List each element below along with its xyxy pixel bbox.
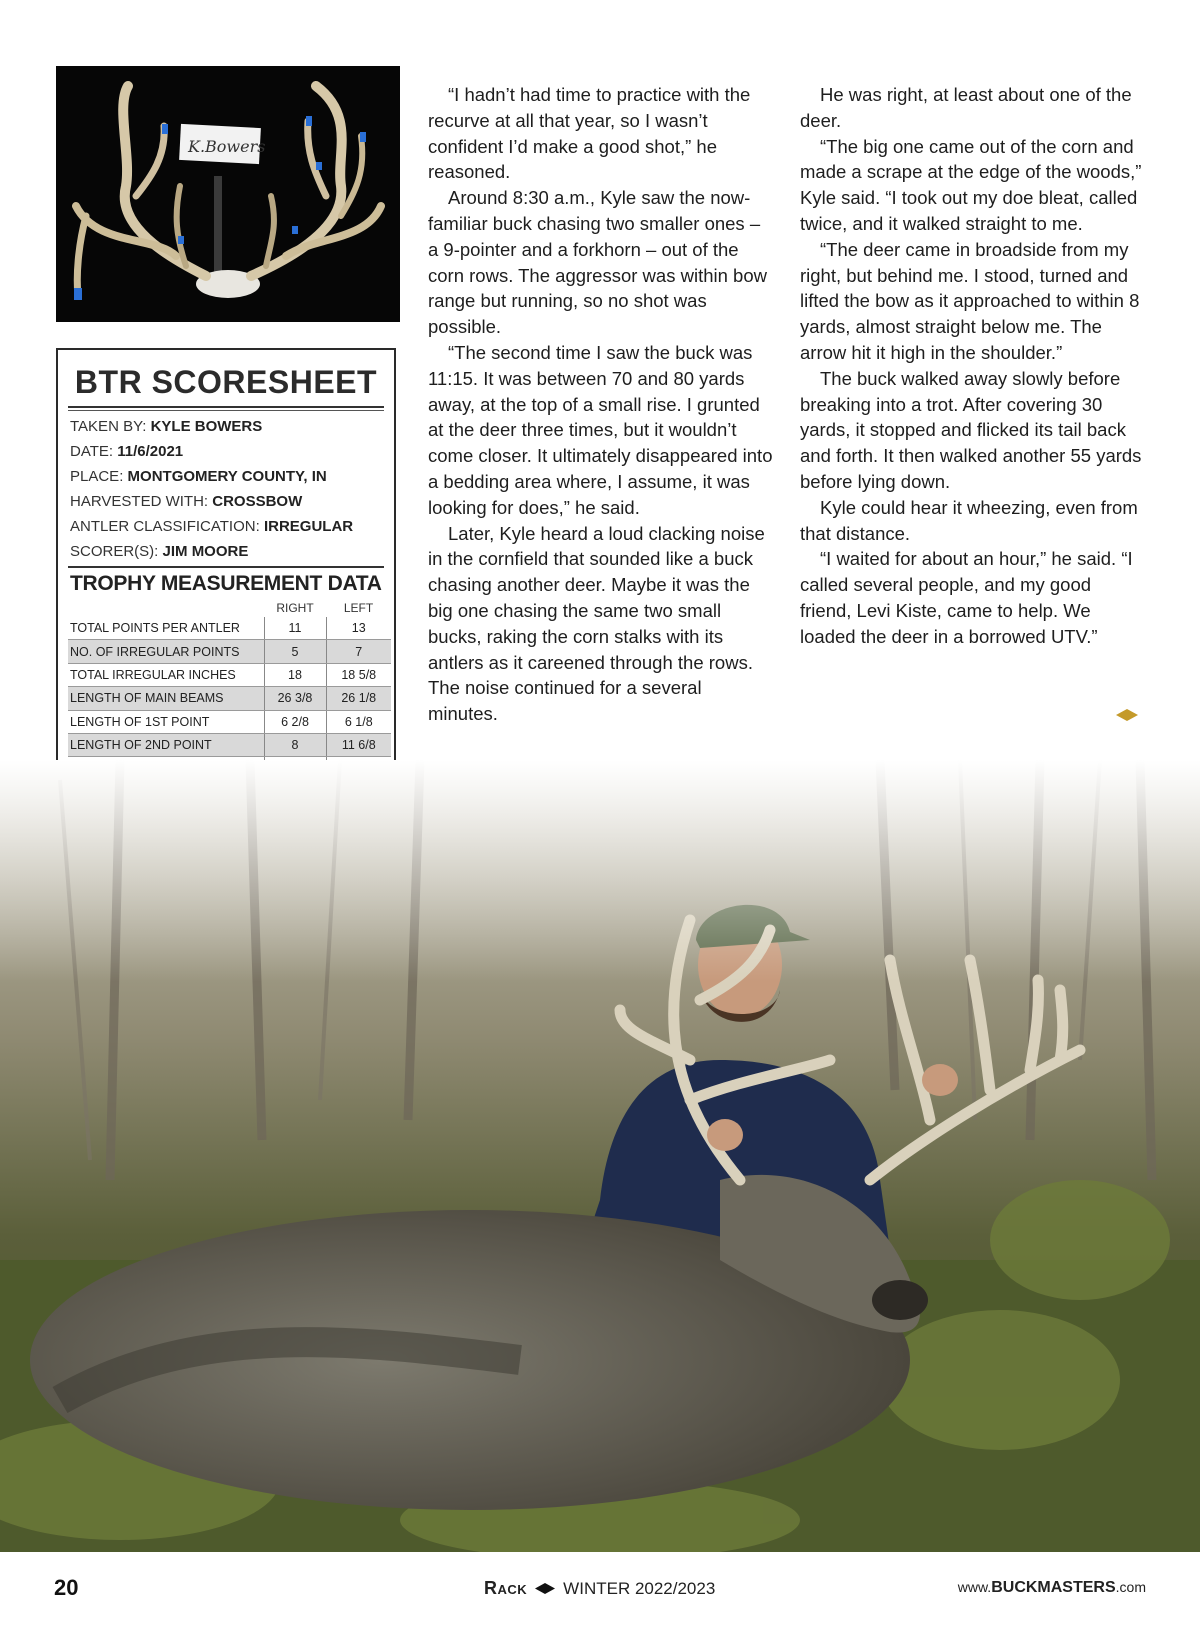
diamond-separator-icon [535,1583,555,1594]
right-value: 6 2/8 [264,710,326,733]
measurement-table-title: TROPHY MEASUREMENT DATA [70,572,382,595]
info-scorers: SCORER(S): JIM MOORE [70,543,249,560]
page-footer [0,1552,1200,1626]
left-value: 26 1/8 [326,687,391,710]
row-label: NO. OF IRREGULAR POINTS [68,640,264,663]
hunter-with-buck-image [0,760,1200,1552]
page-number: 20 [54,1575,79,1600]
article-paragraph: “The big one came out of the corn and made a scrape at the edge of the woods,” Kyle said. “I took out my doe bleat, called twice, and it walked straight to me. [800,135,1142,234]
hunt-info [70,414,384,564]
title-rule-thin [68,410,384,411]
antler-rack-image [56,66,400,322]
info-harvested-with: HARVESTED WITH: CROSSBOW [70,493,303,510]
article-paragraph: Later, Kyle heard a loud clacking noise in the cornfield that sounded like a buck chasing another deer. Maybe it was the big one chasing the same two small bucks, raking the corn stalks with its antlers as it careened through the rows. The noise continued for a several minutes. [428,522,765,725]
issue-date: WINTER 2022/2023 [563,1578,716,1598]
footer-issue [484,1578,715,1599]
article-paragraph: “The deer came in broadside from my right, but behind me. I stood, turned and lifted the bow as it approached to within 8 yards, almost straight below me. The arrow hit it high in the shoulder.” [800,238,1140,363]
row-label: LENGTH OF 2ND POINT [68,733,264,756]
article-paragraph: “I waited for about an hour,” he said. “I called several people, and my good friend, Levi Kiste, came to help. We loaded the deer in a borrowed UTV.” [800,548,1133,647]
info-taken-by: TAKEN BY: KYLE BOWERS [70,418,263,435]
article-paragraph: “I hadn’t had time to practice with the recurve at all that year, so I wasn’t confident I’d make a good shot,” he reasoned. [428,84,751,183]
article-paragraph: The buck walked away slowly before breaking into a trot. After covering 30 yards, it stopped and flicked its tail back and forth. It then walked another 55 yards before lying down. [800,367,1142,492]
scoresheet-title: BTR SCORESHEET [74,364,378,400]
right-value: 26 3/8 [264,687,326,710]
column-header-right: RIGHT [276,600,314,615]
antler-rack-photo [56,66,400,322]
left-value: 7 [326,640,391,663]
left-value: 13 [326,617,391,640]
row-label: TOTAL POINTS PER ANTLER [68,617,264,640]
table-row [68,733,391,756]
right-value: 5 [264,640,326,663]
left-value: 18 5/8 [326,663,391,686]
hunter-with-buck-photo [0,760,1200,1552]
column-header-left: LEFT [343,600,374,615]
article-paragraph: Around 8:30 a.m., Kyle saw the now-familiar buck chasing two smaller ones – a 9-pointer and a forkhorn – out of the corn rows. The aggressor was within bow range but running, so no shot was possible. [428,187,767,338]
right-value: 11 [264,617,326,640]
right-value: 8 [264,733,326,756]
info-place: PLACE: MONTGOMERY COUNTY, IN [70,468,327,485]
table-row [68,663,391,686]
article-paragraph: He was right, at least about one of the deer. [800,84,1132,131]
table-row [68,640,391,663]
info-antler-classification: ANTLER CLASSIFICATION: IRREGULAR [70,518,354,535]
right-value: 18 [264,663,326,686]
rack-label-text: K.Bowers [188,137,266,156]
table-row [68,710,391,733]
row-label: LENGTH OF 1ST POINT [68,710,264,733]
info-rule [68,566,384,568]
title-rule [68,406,384,408]
left-value: 6 1/8 [326,710,391,733]
row-label: LENGTH OF MAIN BEAMS [68,687,264,710]
article-paragraph: “The second time I saw the buck was 11:15. It was between 70 and 80 yards away, at the top of a small rise. I grunted at the deer three times, but it wouldn’t come closer. It ultimately disappeared into a bedding area where, I assume, it was looking for does,” he said. [428,341,773,518]
article-column-left [428,82,774,727]
article-paragraph: Kyle could hear it wheezing, even from that distance. [800,496,1138,544]
table-row [68,687,391,710]
article-column-right [800,82,1146,650]
end-of-story-diamond-icon [1116,709,1138,721]
row-label: TOTAL IRREGULAR INCHES [68,663,264,686]
table-row [68,617,391,640]
magazine-name: Rack [484,1578,528,1598]
footer-website[interactable]: www.BUCKMASTERS.com [957,1579,1146,1596]
left-value: 11 6/8 [326,733,391,756]
info-date: DATE: 11/6/2021 [70,443,184,460]
